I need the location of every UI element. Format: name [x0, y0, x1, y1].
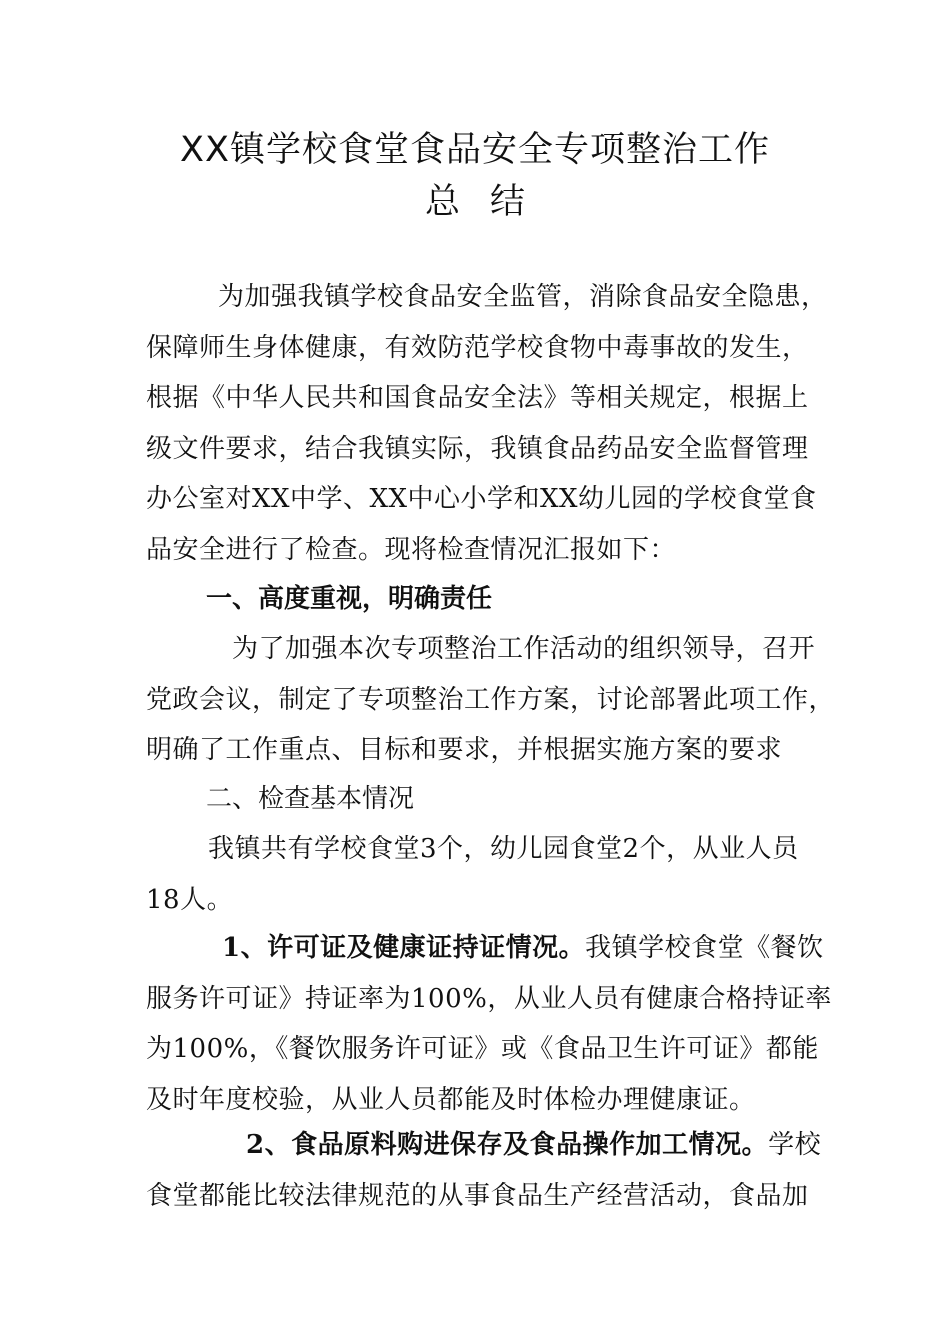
- item2-line-1: [146, 1120, 826, 1171]
- intro-line-4: 级文件要求，结合我镇实际，我镇食品药品安全监督管理: [146, 433, 809, 464]
- item2-line-1-text: 学校: [768, 1130, 822, 1160]
- intro-line-2: 保障师生身体健康，有效防范学校食物中毒事故的发生，: [146, 332, 809, 363]
- item1-line-1-text: 我镇学校食堂《餐饮: [585, 933, 824, 963]
- intro-line-3: 根据《中华人民共和国食品安全法》等相关规定，根据上: [146, 383, 809, 413]
- document-title-summary: 总结: [424, 182, 555, 222]
- item1-line-2: 服务许可证》持证率为100%，从业人员有健康合格持证率: [146, 983, 832, 1014]
- document-title: XX镇学校食堂食品安全专项整治工作: [180, 130, 770, 170]
- section2-line-2: 18人。: [146, 884, 234, 915]
- section1-line-1: 为了加强本次专项整治工作活动的组织领导，召开: [232, 634, 816, 664]
- section1-line-2: 党政会议，制定了专项整治工作方案，讨论部署此项工作，: [146, 684, 836, 715]
- section1-heading: 一、高度重视，明确责任: [206, 584, 493, 614]
- section2-heading: 二、检查基本情况: [206, 784, 415, 814]
- item2-line-2: 食堂都能比较法律规范的从事食品生产经营活动，食品加: [146, 1180, 809, 1211]
- section1-line-3: 明确了工作重点、目标和要求，并根据实施方案的要求: [146, 735, 783, 765]
- item2-heading: 2、食品原料购进保存及食品操作加工情况。: [246, 1130, 769, 1160]
- item1-line-3: 为100%，《餐饮服务许可证》或《食品卫生许可证》都能: [146, 1034, 819, 1064]
- item1-line-4: 及时年度校验，从业人员都能及时体检办理健康证。: [146, 1084, 756, 1115]
- intro-paragraph: [146, 272, 826, 575]
- intro-line-1: 为加强我镇学校食品安全监管，消除食品安全隐患，: [218, 282, 828, 312]
- section2-line-1: 我镇共有学校食堂3个，幼儿园食堂2个，从业人员: [208, 834, 799, 864]
- section2-paragraph: [146, 824, 826, 925]
- item1-line-1: [146, 923, 826, 974]
- item2-paragraph: [146, 1120, 826, 1221]
- intro-line-6: 品安全进行了检查。现将检查情况汇报如下：: [146, 534, 677, 565]
- item1-paragraph: [146, 923, 832, 1125]
- section1-paragraph: [146, 624, 836, 776]
- intro-line-5: 办公室对XX中学、XX中心小学和XX幼儿园的学校食堂食: [146, 484, 817, 514]
- item1-heading: 1、许可证及健康证持证情况。: [222, 933, 586, 963]
